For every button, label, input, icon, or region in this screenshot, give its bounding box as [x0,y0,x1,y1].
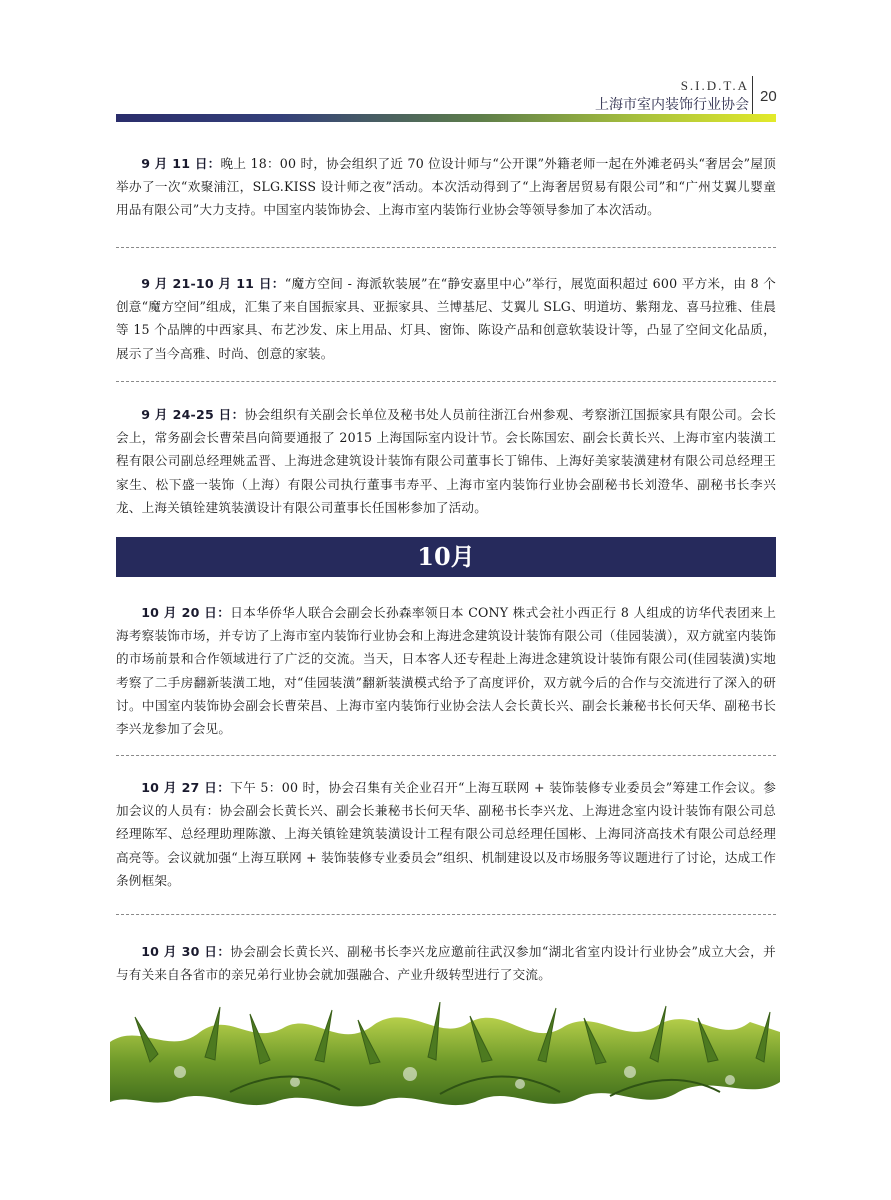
month-banner: 10月 [116,537,776,577]
association-name: 上海市室内装饰行业协会 [595,97,749,113]
entry-text: 协会副会长黄长兴、副秘书长李兴龙应邀前往武汉参加“湖北省室内设计行业协会”成立大会，并与有关来自各省市的亲兄弟行业协会就加强融合、产业升级转型进行了交流。 [116,944,776,983]
entry-text: “魔方空间 - 海派软装展”在“静安嘉里中心”举行，展览面积超过 600 平方米，由 8 个创意“魔方空间”组成，汇集了来自国振家具、亚振家具、兰博基尼、艾翼儿 SLG、明道坊、紫翔龙、喜马拉雅、佳晨等 15 个品牌的中西家具、布艺沙发、床上用品、灯具、窗饰、陈设产品和创意软装设计等，凸显了空间文化品质，展示了当今高雅、时尚、创意的家装。 [116,276,777,361]
entry-text: 晚上 18：00 时，协会组织了近 70 位设计师与“公开课”外籍老师一起在外滩老码头“奢居会”屋顶举办了一次“欢聚浦江，SLG.KISS 设计师之夜”活动。本次活动得到了“上海奢居贸易有限公司”和“广州艾翼儿婴童用品有限公司”大力支持。中国室内装饰协会、上海市室内装饰行业协会等领导参加了本次活动。 [116,156,777,218]
grunge-foliage-art [110,1002,780,1112]
header-divider [752,76,753,114]
entry-date: 10 月 27 日： [141,780,231,795]
dashed-separator [116,755,776,756]
entry-sep-24 [116,403,776,519]
dashed-separator [116,914,776,915]
entry-text: 协会组织有关副会长单位及秘书处人员前往浙江台州参观、考察浙江国振家具有限公司。会长会上，常务副会长曹荣昌向简要通报了 2015 上海国际室内设计节。会长陈国宏、副会长黄长兴、上海市室内装潢工程有限公司副总经理姚孟晋、上海进念建筑设计装饰有限公司董事长丁锦伟、上海好美家装潢建材有限公司总经理王家生、松下盛一装饰（上海）有限公司执行董事韦寿平、上海市室内装饰行业协会副秘书长刘澄华、副秘书长李兴龙、上海关镇铨建筑装潢设计有限公司董事长任国彬参加了活动。 [116,407,776,515]
association-abbreviation: S.I.D.T.A [680,78,749,93]
header-text [595,78,749,114]
entry-text: 日本华侨华人联合会副会长孙森率领日本 CONY 株式会社小西正行 8 人组成的访华代表团来上海考察装饰市场，并专访了上海市室内装饰行业协会和上海进念建筑设计装饰有限公司（佳园装潢），双方就室内装饰的市场前景和合作领域进行了广泛的交流。当天，日本客人还专程赴上海进念建筑设计装饰有限公司(佳园装潢)实地考察了二手房翻新装潢工地，对“佳园装潢”翻新装潢模式给予了高度评价，双方就今后的合作与交流进行了深入的研讨。中国室内装饰协会副会长曹荣昌、上海市室内装饰行业协会法人会长黄长兴、副会长兼秘书长何天华、副秘书长李兴龙参加了会见。 [116,605,776,737]
entry-oct-27 [116,776,776,892]
page-number: 20 [760,88,777,105]
entry-date: 10 月 20 日： [141,605,231,620]
dashed-separator [116,247,776,248]
entry-date: 9 月 21-10 月 11 日： [141,276,285,291]
header-gradient-bar [116,114,776,122]
entry-sep-11 [116,152,776,222]
entry-date: 10 月 30 日： [141,944,231,959]
entry-sep-21 [116,272,776,365]
entry-date: 9 月 24-25 日： [141,407,245,422]
entry-date: 9 月 11 日： [141,156,221,171]
entry-oct-20 [116,601,776,740]
entry-oct-30 [116,940,776,986]
entry-text: 下午 5：00 时，协会召集有关企业召开“上海互联网 + 装饰装修专业委员会”筹建工作会议。参加会议的人员有：协会副会长黄长兴、副会长兼秘书长何天华、副秘书长李兴龙、上海进念室内设计装饰有限公司总经理陈军、总经理助理陈激、上海关镇铨建筑装潢设计工程有限公司总经理任国彬、上海同济高技术有限公司总经理高亮等。会议就加强“上海互联网 + 装饰装修专业委员会”组织、机制建设以及市场服务等议题进行了讨论，达成工作条例框架。 [116,780,776,888]
dashed-separator [116,381,776,382]
